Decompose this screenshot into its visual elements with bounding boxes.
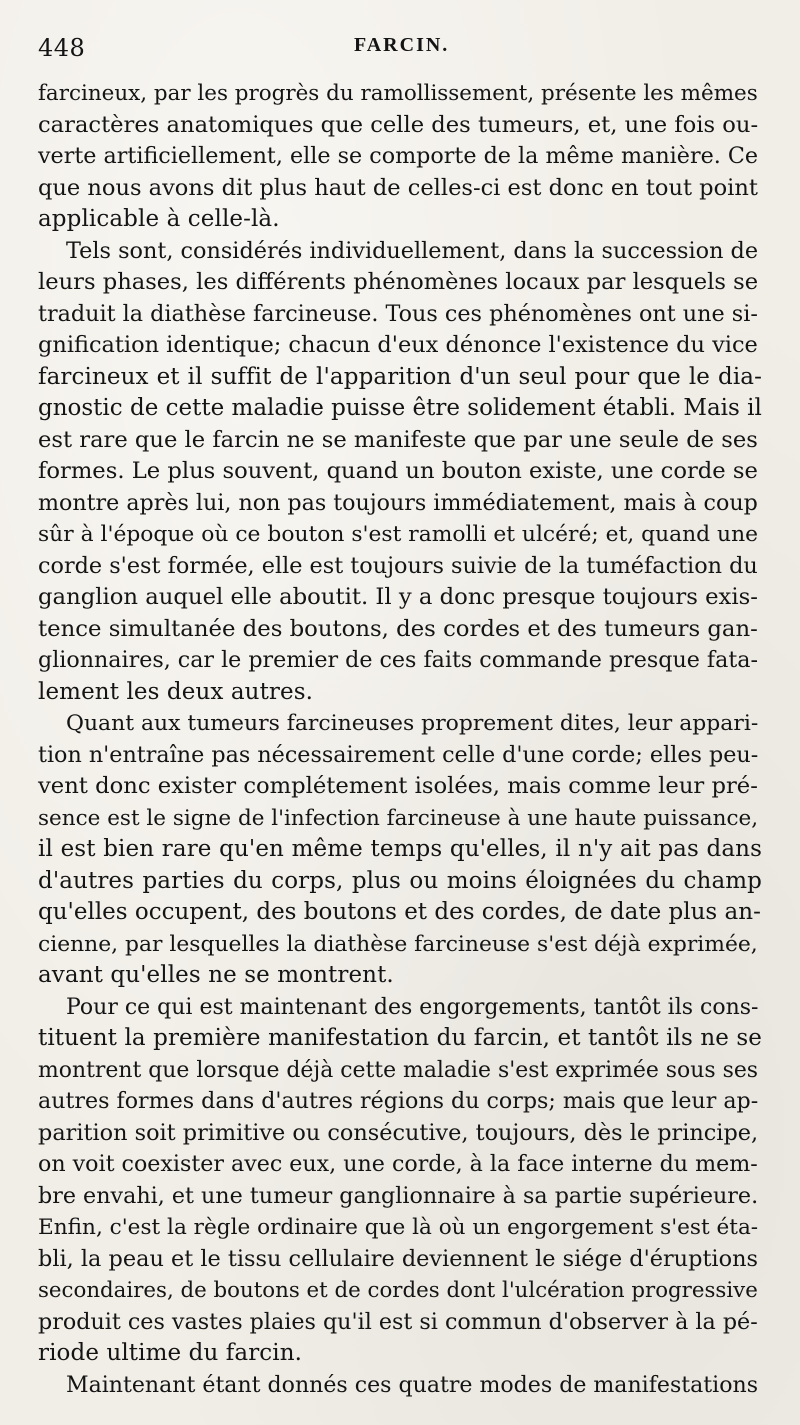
text-line: tituent la première manifestation du farcin, et tantôt ils ne se bbox=[38, 1025, 762, 1051]
text-line: on voit coexister avec eux, une corde, à la face interne du mem- bbox=[38, 1151, 758, 1177]
text-line: secondaires, de boutons et de cordes dont l'ulcération progressive bbox=[38, 1278, 758, 1303]
text-line: sence est le signe de l'infection farcineuse à une haute puissance, bbox=[38, 805, 759, 831]
text-line: leurs phases, les différents phénomènes locaux par lesquels se bbox=[38, 269, 759, 295]
text-line: Quant aux tumeurs farcineuses proprement dites, leur appari- bbox=[66, 711, 759, 736]
text-line: corde s'est formée, elle est toujours suivie de la tuméfaction du bbox=[38, 552, 758, 579]
text-line: Enfin, c'est la règle ordinaire que là où un engorgement s'est éta- bbox=[38, 1215, 759, 1240]
text-line: sûr à l'époque où ce bouton s'est ramolli et ulcéré; et, quand une bbox=[38, 522, 759, 547]
text-line: farcineux et il suffit de l'apparition d'un seul pour que le dia- bbox=[38, 363, 762, 390]
text-line: ganglion auquel elle aboutit. Il y a donc presque toujours exis- bbox=[38, 584, 758, 610]
text-line: vent donc exister complétement isolées, mais comme leur pré- bbox=[38, 773, 758, 799]
text-line: farcineux, par les progrès du ramollissement, présente les mêmes bbox=[38, 81, 758, 106]
text-line: Maintenant étant donnés ces quatre modes de manifestations bbox=[66, 1372, 759, 1398]
text-line: bre envahi, et une tumeur ganglionnaire à sa partie supérieure. bbox=[38, 1182, 759, 1209]
text-line: est rare que le farcin ne se manifeste que par une seule de ses bbox=[38, 426, 758, 453]
text-line: tence simultanée des boutons, des cordes et des tumeurs gan- bbox=[38, 615, 758, 642]
text-line: parition soit primitive ou consécutive, toujours, dès le principe, bbox=[38, 1119, 759, 1146]
text-line: riode ultime du farcin. bbox=[38, 1340, 303, 1366]
text-line: que nous avons dit plus haut de celles-ci est donc en tout point bbox=[38, 174, 758, 201]
text-line: cienne, par lesquelles la diathèse farcineuse s'est déjà exprimée, bbox=[38, 931, 758, 957]
text-line: tion n'entraîne pas nécessairement celle d'une corde; elles peu- bbox=[38, 741, 759, 768]
text-line: glionnaires, car le premier de ces faits commande presque fata- bbox=[38, 647, 758, 673]
text-line: d'autres parties du corps, plus ou moins éloignées du champ bbox=[38, 867, 762, 894]
page-header bbox=[28, 26, 768, 66]
text-line: montre après lui, non pas toujours immédiatement, mais à coup bbox=[38, 489, 758, 516]
text-line: produit ces vastes plaies qu'il est si commun d'observer à la pé- bbox=[38, 1308, 758, 1335]
text-line: verte artificiellement, elle se comporte de la même manière. Ce bbox=[38, 143, 759, 169]
text-line: autres formes dans d'autres régions du corps; mais que leur ap- bbox=[38, 1088, 759, 1114]
running-head: FARCIN. bbox=[354, 34, 450, 56]
text-line: il est bien rare qu'en même temps qu'elles, il n'y ait pas dans bbox=[38, 836, 762, 862]
text-line: Tels sont, considérés individuellement, dans la succession de bbox=[66, 237, 759, 264]
body-text bbox=[38, 78, 762, 1401]
text-line: bli, la peau et le tissu cellulaire deviennent le siége d'éruptions bbox=[38, 1245, 758, 1272]
text-line: traduit la diathèse farcineuse. Tous ces phénomènes ont une si- bbox=[38, 300, 758, 327]
text-line: formes. Le plus souvent, quand un bouton existe, une corde se bbox=[38, 458, 758, 484]
text-line: Pour ce qui est maintenant des engorgements, tantôt ils cons- bbox=[66, 994, 759, 1020]
text-line: montrent que lorsque déjà cette maladie s'est exprimée sous ses bbox=[38, 1057, 759, 1083]
page-number: 448 bbox=[38, 34, 86, 62]
text-line: caractères anatomiques que celle des tumeurs, et, une fois ou- bbox=[38, 111, 759, 138]
text-line: lement les deux autres. bbox=[38, 678, 314, 705]
text-line: avant qu'elles ne se montrent. bbox=[38, 962, 394, 988]
text-line: qu'elles occupent, des boutons et des cordes, de date plus an- bbox=[38, 899, 761, 925]
text-line: gnostic de cette maladie puisse être solidement établi. Mais il bbox=[38, 395, 762, 421]
text-line: applicable à celle-là. bbox=[38, 206, 280, 232]
text-line: gnification identique; chacun d'eux dénonce l'existence du vice bbox=[38, 332, 758, 358]
